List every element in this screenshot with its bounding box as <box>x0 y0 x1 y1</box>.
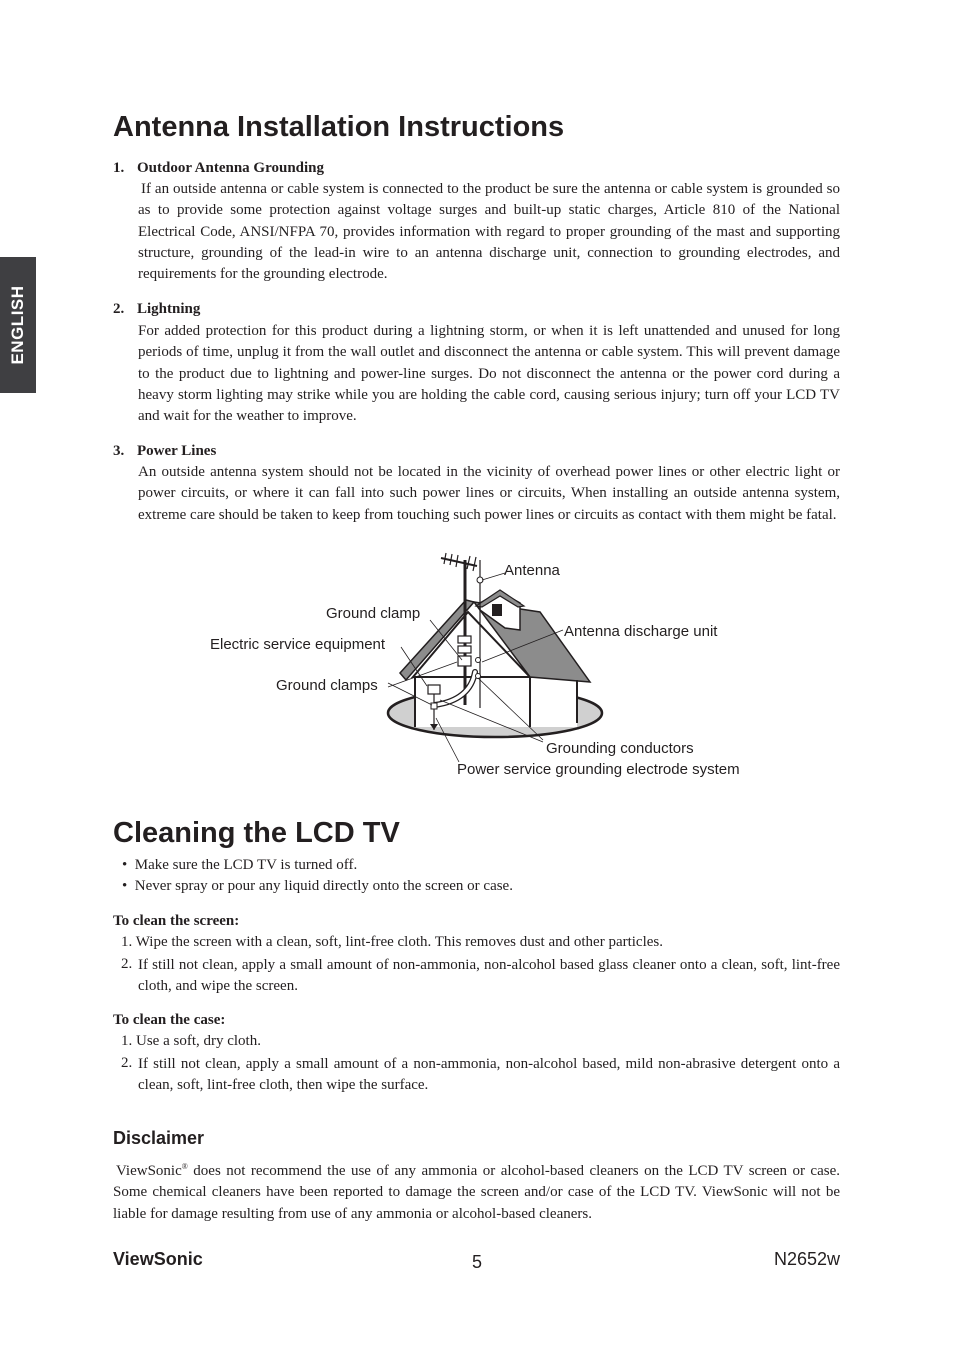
footer-brand: ViewSonic <box>113 1249 203 1269</box>
label-discharge-unit: Antenna discharge unit <box>564 623 718 640</box>
screen-step-2: If still not clean, apply a small amount of non-ammonia, non-alcohol based glass cleaner onto a clean, soft, lint-free cloth, and wipe the screen. <box>138 957 840 995</box>
section-3-body: An outside antenna system should not be located in the vicinity of overhead power lines or other electric light or power circuits, or where it can fall into such power lines or circuits, When installing an outside antenna system, extreme care should be taken to keep from touching such power lines or circuits as contact with them might be fatal. <box>138 464 840 523</box>
label-ground-clamp: Ground clamp <box>326 605 421 622</box>
language-tab <box>0 257 36 393</box>
cleaning-section-title: Cleaning the LCD TV <box>113 817 400 849</box>
label-ground-clamps: Ground clamps <box>276 677 378 694</box>
bullet-item: • Make sure the LCD TV is turned off. <box>122 857 358 873</box>
case-step-2: If still not clean, apply a small amount of a non-ammonia, non-alcohol based, mild non-abrasive detergent onto a clean, soft, lint-free cloth, then wipe the surface. <box>138 1056 840 1094</box>
section-2-title: 2. Lightning <box>113 301 201 317</box>
section-1-title: 1. Outdoor Antenna Grounding <box>113 160 325 176</box>
screen-heading: To clean the screen: <box>113 913 240 929</box>
section-2-body: For added protection for this product during a lightning storm, or when it is left unattended and unused for long periods of time, unplug it from the wall outlet and disconnect the antenna or cable system. This will prevent damage to the product due to lightning and power-line surges. Do not disconnect the antenna or the power cord during a heavy storm lighting may strike while you are holding the cable cord, causing serious injury; turn off your LCD TV and wait for the weather to improve. <box>138 323 840 425</box>
case-step-1: 1. Use a soft, dry cloth. <box>121 1033 261 1049</box>
screen-step-2-number: 2. <box>121 956 133 972</box>
disclaimer-body: ViewSonic® does not recommend the use of any ammonia or alcohol-based cleaners on the LCD TV screen or case. Some chemical cleaners have been reported to damage the screen and/or case of the LCD TV. ViewSonic will not be liable for damage resulting from use of any ammonia or alcohol-based cleaners. <box>113 1162 840 1222</box>
disclaimer-title: Disclaimer <box>113 1128 205 1148</box>
label-electric-service: Electric service equipment <box>210 636 386 653</box>
antenna-element <box>441 558 477 566</box>
label-grounding-conductors: Grounding conductors <box>546 740 694 757</box>
footer-model: N2652w <box>773 1249 840 1269</box>
page-number: 5 <box>472 1252 483 1272</box>
label-antenna: Antenna <box>504 562 560 579</box>
antenna-grounding-diagram <box>180 548 780 783</box>
screen-step-1: 1. Wipe the screen with a clean, soft, lint-free cloth. This removes dust and other particles. <box>121 934 664 950</box>
electric-service-box <box>428 685 440 694</box>
antenna-section-title: Antenna Installation Instructions <box>113 111 565 143</box>
case-heading: To clean the case: <box>113 1012 226 1028</box>
language-tab-label: ENGLISH <box>8 285 27 365</box>
bullet-item: • Never spray or pour any liquid directly onto the screen or case. <box>122 878 513 894</box>
label-power-service: Power service grounding electrode system <box>457 761 740 778</box>
section-3-title: 3. Power Lines <box>113 443 217 459</box>
case-step-2-number: 2. <box>121 1055 133 1071</box>
section-1-body: If an outside antenna or cable system is connected to the product be sure the antenna or cable system is grounded so as to provide some protection against voltage surges and built-up static charges, Article 810 of the National Electrical Code, ANSI/NFPA 70, provides information with regard to proper grounding of the mast and supporting structure, grounding of the lead-in wire to an antenna discharge unit, connection to grounding electrodes, and requirements for the grounding electrode. <box>138 181 840 283</box>
